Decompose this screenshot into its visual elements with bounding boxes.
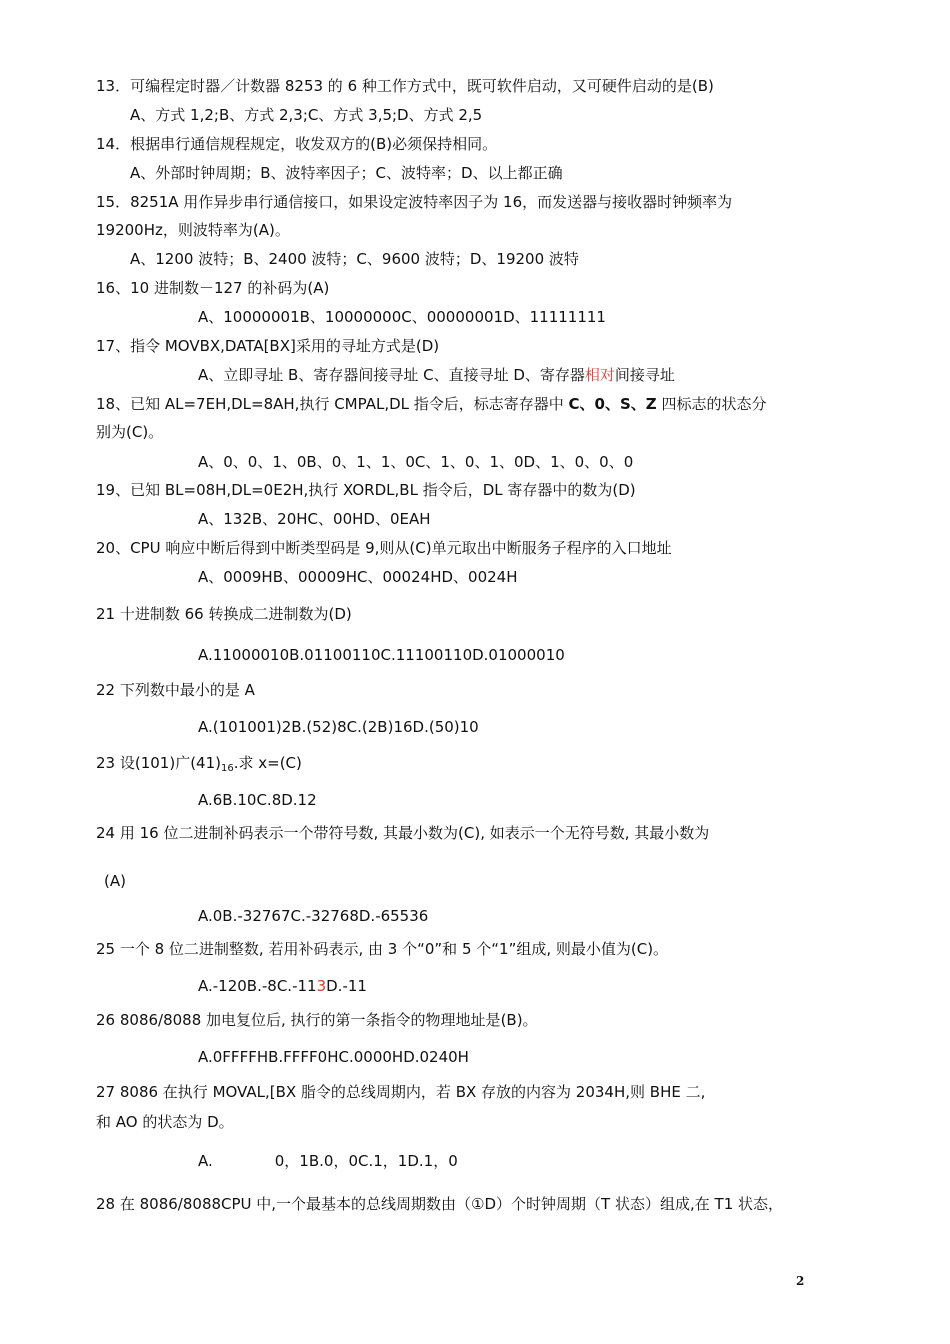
question-24-cont: (A) xyxy=(104,872,126,890)
page-number: 2 xyxy=(796,1274,805,1288)
question-13-options: A、方式 1,2;B、方式 2,3;C、方式 3,5;D、方式 2,5 xyxy=(130,106,483,124)
q25-options-text-3: D.-11 xyxy=(326,977,367,995)
question-18-options: A、0、0、1、0B、0、1、1、0C、1、0、1、0D、1、0、0、0 xyxy=(198,453,634,471)
question-20-options: A、0009HB、00009HC、00024HD、0024H xyxy=(198,568,518,586)
question-28: 28 在 8086/8088CPU 中,一个最基本的总线周期数由（①D）个时钟周期（T 状态）组成,在 T1 状态， xyxy=(96,1195,784,1213)
question-18-cont: 别为(C)。 xyxy=(96,423,164,441)
q23-subscript: 16 xyxy=(220,763,234,774)
q17-options-text-3: 间接寻址 xyxy=(614,366,675,384)
question-14: 14．根据串行通信规程规定，收发双方的(B)必须保持相同。 xyxy=(96,135,498,153)
question-26: 26 8086/8088 加电复位后, 执行的第一条指令的物理地址是(B)。 xyxy=(96,1011,538,1029)
q25-options-text-1: A.-120B.-8C.-11 xyxy=(198,977,317,995)
question-19: 19、已知 BL=08H,DL=0E2H,执行 XORDL,BL 指令后，DL 寄存器中的数为(D) xyxy=(96,481,636,499)
question-19-options: A、132B、20HC、00HD、0EAH xyxy=(198,510,431,528)
question-23 xyxy=(96,753,302,779)
question-16-options: A、10000001B、10000000C、00000001D、11111111 xyxy=(198,308,606,326)
q25-highlight-digit: 3 xyxy=(316,977,327,995)
q23-text-1: 23 设(101)广(41) xyxy=(96,754,221,772)
question-15-options: A、1200 波特；B、2400 波特；C、9600 波特；D、19200 波特 xyxy=(130,250,579,268)
question-14-options: A、外部时钟周期；B、波特率因子；C、波特率；D、以上都正确 xyxy=(130,164,563,182)
question-27-options xyxy=(198,1151,458,1171)
q17-options-text-1: A、立即寻址 B、寄存器间接寻址 C、直接寻址 D、寄存器 xyxy=(198,366,585,384)
question-17-options xyxy=(198,365,675,385)
q27-options-label: A. xyxy=(198,1152,213,1170)
q27-options-text: 0，1B.0，0C.1，1D.1，0 xyxy=(274,1152,458,1170)
question-23-options: A.6B.10C.8D.12 xyxy=(198,791,317,809)
question-26-options: A.0FFFFHB.FFFF0HC.0000HD.0240H xyxy=(198,1048,469,1066)
question-17: 17、指令 MOVBX,DATA[BX]采用的寻址方式是(D) xyxy=(96,337,440,355)
question-20: 20、CPU 响应中断后得到中断类型码是 9,则从(C)单元取出中断服务子程序的入口地址 xyxy=(96,539,672,557)
question-21-options: A.11000010B.01100110C.11100110D.01000010 xyxy=(198,646,565,664)
question-25-options xyxy=(198,976,367,996)
q18-text-1: 18、已知 AL=7EH,DL=8AH,执行 CMPAL,DL 指令后，标志寄存器中 xyxy=(96,395,569,413)
question-13: 13．可编程定时器／计数器 8253 的 6 种工作方式中，既可软件启动，又可硬件启动的是(B) xyxy=(96,77,714,95)
question-24-options: A.0B.-32767C.-32768D.-65536 xyxy=(198,907,429,925)
question-27-cont: 和 AO 的状态为 D。 xyxy=(96,1113,234,1131)
question-18 xyxy=(96,394,766,414)
question-22: 22 下列数中最小的是 A xyxy=(96,681,255,699)
question-16: 16、10 进制数－127 的补码为(A) xyxy=(96,279,330,297)
q18-flags-bold: C、0、S、Z xyxy=(568,395,657,413)
question-15-cont: 19200Hz，则波特率为(A)。 xyxy=(96,221,290,239)
question-24: 24 用 16 位二进制补码表示一个带符号数, 其最小数为(C), 如表示一个无符号数, 其最小数为 xyxy=(96,824,710,842)
question-22-options: A.(101001)2B.(52)8C.(2B)16D.(50)10 xyxy=(198,718,479,736)
q17-highlight-text: 相对 xyxy=(584,366,615,384)
question-21: 21 十进制数 66 转换成二进制数为(D) xyxy=(96,605,352,623)
question-27: 27 8086 在执行 MOVAL,[BX 脂令的总线周期内，若 BX 存放的内容为 2034H,则 BHE 二, xyxy=(96,1083,706,1101)
question-25: 25 一个 8 位二进制整数, 若用补码表示, 由 3 个“0”和 5 个“1”组成, 则最小值为(C)。 xyxy=(96,940,669,958)
q18-text-3: 四标志的状态分 xyxy=(656,395,767,413)
q23-text-2: .求 x=(C) xyxy=(233,754,302,772)
question-15: 15．8251A 用作异步串行通信接口，如果设定波特率因子为 16，而发送器与接收器时钟频率为 xyxy=(96,193,733,211)
